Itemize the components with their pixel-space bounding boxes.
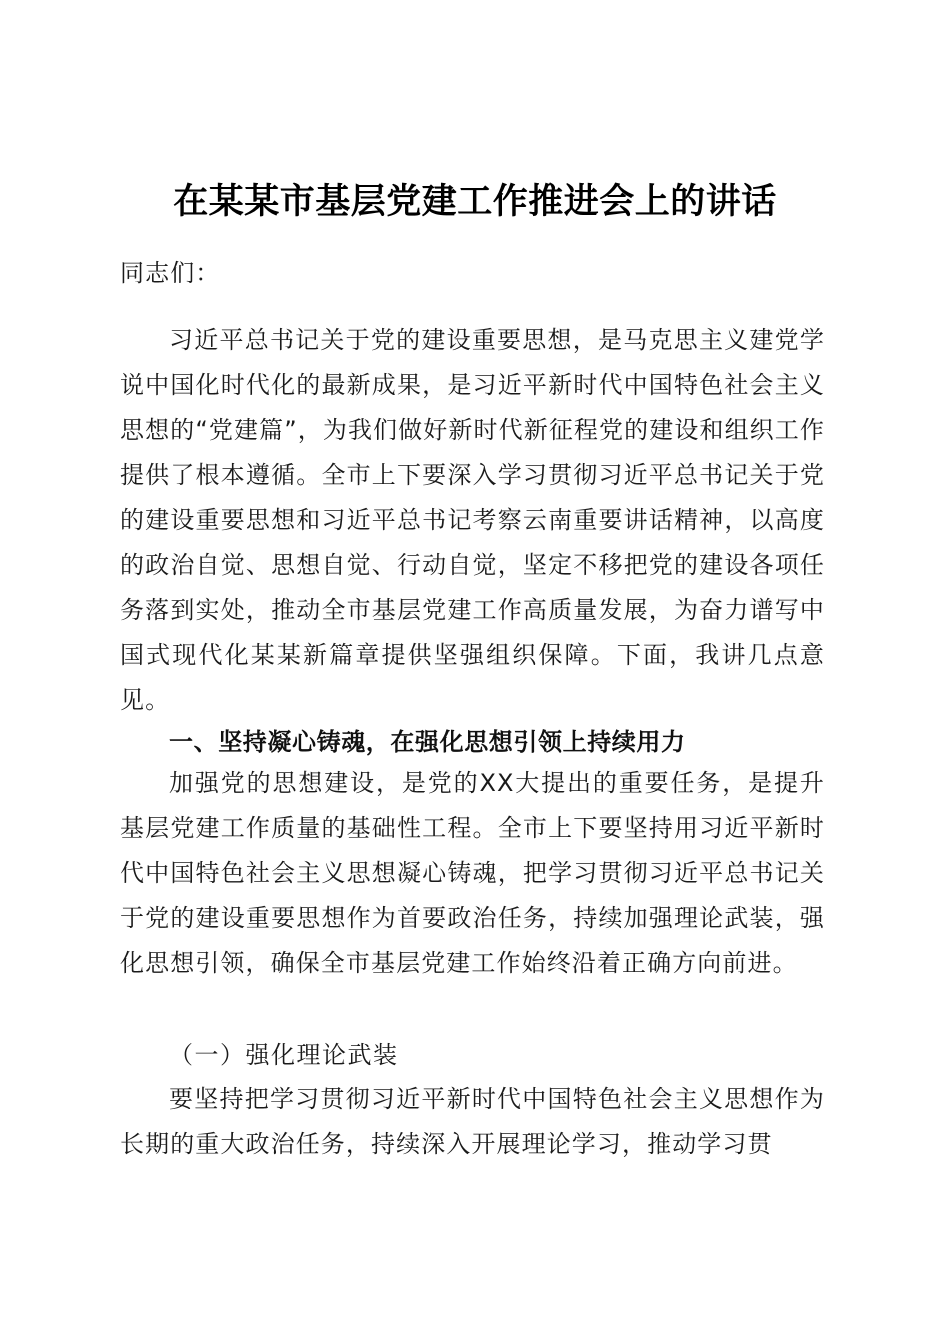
intro-paragraph: 习近平总书记关于党的建设重要思想，是马克思主义建党学说中国化时代化的最新成果，是习近平新时代中国特色社会主义思想的“党建篇”，为我们做好新时代新征程党的建设和组织工作提供了根本遵循。全市上下要深入学习贯彻习近平总书记关于党的建设重要思想和习近平总书记考察云南重要讲话精神，以高度的政治自觉、思想自觉、行动自觉，坚定不移把党的建设各项任务落到实处，推动全市基层党建工作高质量发展，为奋力谱写中国式现代化某某新篇章提供坚强组织保障。下面，我讲几点意见。 [120, 326, 825, 714]
subsection-1-paragraph: 要坚持把学习贯彻习近平新时代中国特色社会主义思想作为长期的重大政治任务，持续深入开展理论学习，推动学习贯 [120, 1085, 825, 1158]
section-heading-1: 一、坚持凝心铸魂，在强化思想引领上持续用力 [169, 728, 686, 756]
subsection-heading-1: （一）强化理论武装 [169, 1041, 399, 1069]
section-1-paragraph: 加强党的思想建设，是党的XX大提出的重要任务，是提升基层党建工作质量的基础性工程。全市上下要坚持用习近平新时代中国特色社会主义思想凝心铸魂，把学习贯彻习近平总书记关于党的建设重要思想作为首要政治任务，持续加强理论武装，强化思想引领，确保全市基层党建工作始终沿着正确方向前进。 [120, 769, 825, 977]
document-title: 在某某市基层党建工作推进会上的讲话 [173, 181, 777, 222]
salutation: 同志们： [120, 259, 221, 287]
